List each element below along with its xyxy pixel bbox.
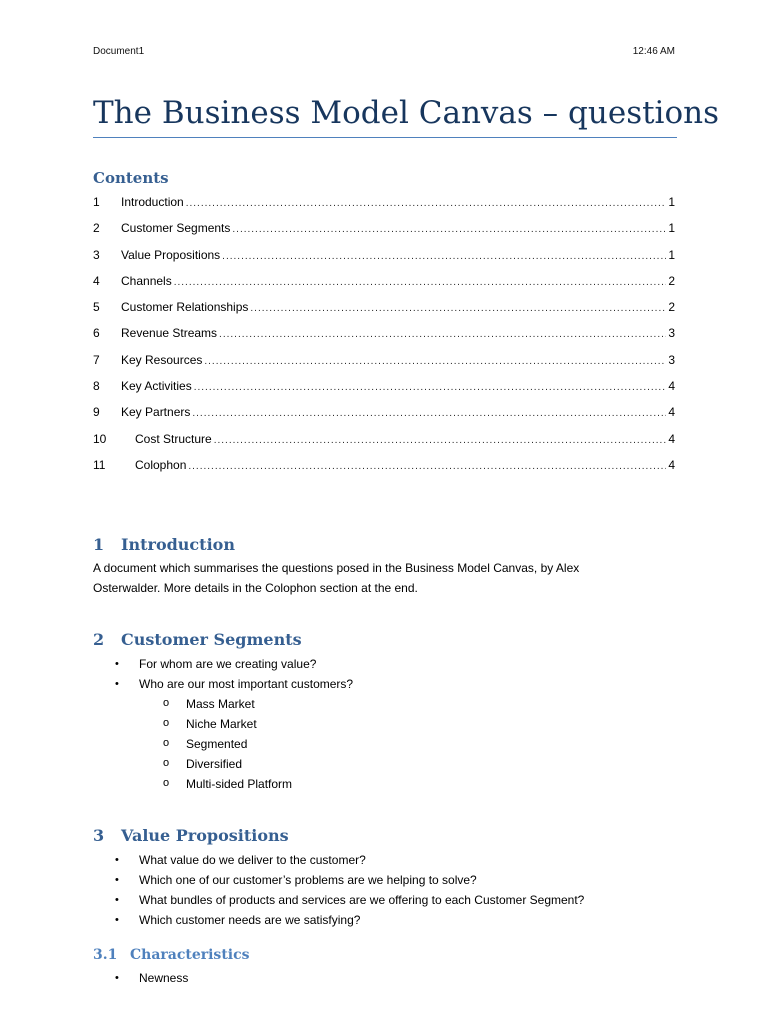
toc-page: 4 [668,379,675,394]
toc-entry[interactable] [93,219,675,245]
heading-text: Value Propositions [121,826,289,845]
list-item-text: What value do we deliver to the customer? [139,853,366,867]
customer-segments-list [93,654,677,794]
title-underline [93,137,677,138]
heading-number: 3.1 [93,947,118,963]
list-item-text: Segmented [186,737,248,751]
list-item-text: What bundles of products and services are we offering to each Customer Segment? [139,893,585,907]
toc-leader [174,274,667,292]
list-item [93,968,677,988]
document-title: The Business Model Canvas – questions [93,95,720,131]
toc-entry[interactable] [93,403,675,429]
toc-page: 4 [668,405,675,420]
toc-number: 5 [93,300,100,315]
toc-title: Key Resources [121,352,203,367]
bullet-icon: • [115,972,119,984]
toc-leader [232,221,666,239]
value-propositions-list [93,850,677,930]
heading-text: Introduction [121,535,235,554]
list-item [93,654,677,674]
toc-entry[interactable] [93,298,675,324]
table-of-contents [93,193,675,482]
toc-page: 2 [668,300,675,315]
circle-bullet-icon: o [163,737,170,749]
heading-customer-segments [93,630,302,649]
toc-page: 3 [668,352,675,367]
heading-number: 3 [93,826,105,845]
toc-entry[interactable] [93,430,675,456]
circle-bullet-icon: o [163,717,170,729]
toc-leader [214,432,667,450]
toc-leader [192,405,666,423]
list-item [93,870,677,890]
toc-title: Customer Relationships [121,300,249,315]
list-item-text: Newness [139,971,189,985]
circle-bullet-icon: o [163,697,170,709]
toc-title: Colophon [135,457,187,472]
toc-page: 2 [668,273,675,288]
toc-title: Cost Structure [135,431,212,446]
toc-title: Channels [121,273,172,288]
contents-heading: Contents [93,169,169,187]
circle-bullet-icon: o [163,757,170,769]
intro-line: Osterwalder. More details in the Colophon section at the end. [93,581,418,595]
list-item-text: Multi-sided Platform [186,777,293,791]
heading-introduction [93,535,235,554]
toc-page: 1 [668,195,675,209]
toc-entry[interactable] [93,377,675,403]
list-item-text: For whom are we creating value? [139,657,317,671]
list-item [93,910,677,930]
toc-number: 11 [93,457,106,472]
bullet-icon: • [115,894,119,906]
list-item [93,850,677,870]
bullet-icon: • [115,658,119,670]
sub-list-item [93,694,677,714]
toc-entry[interactable] [93,324,675,350]
heading-number: 2 [93,630,105,649]
toc-leader [188,458,666,476]
toc-page: 1 [668,221,675,236]
heading-characteristics [93,947,250,963]
bullet-icon: • [115,678,119,690]
toc-number: 8 [93,379,100,394]
toc-leader [194,379,667,397]
toc-entry[interactable] [93,193,675,219]
toc-page: 1 [668,247,675,262]
bullet-icon: • [115,914,119,926]
list-item-text: Who are our most important customers? [139,677,354,691]
list-item-text: Diversified [186,757,243,771]
bullet-icon: • [115,874,119,886]
toc-leader [222,248,666,266]
list-item-text: Mass Market [186,697,255,711]
toc-leader [204,353,666,371]
sub-list-item [93,734,677,754]
toc-entry[interactable] [93,272,675,298]
bullet-icon: • [115,854,119,866]
intro-paragraph [93,558,677,598]
toc-number: 3 [93,247,100,262]
list-item [93,674,677,694]
toc-number: 9 [93,405,100,420]
toc-title: Customer Segments [121,221,231,236]
list-item-text: Which one of our customer’s problems are we helping to solve? [139,873,477,887]
toc-number: 7 [93,352,100,367]
characteristics-list [93,968,677,988]
heading-text: Customer Segments [121,630,302,649]
toc-title: Introduction [121,195,184,209]
toc-entry[interactable] [93,351,675,377]
toc-number: 2 [93,221,100,236]
header-time: 12:46 AM [632,46,675,57]
heading-text: Characteristics [130,947,250,963]
toc-title: Value Propositions [121,247,221,262]
toc-page: 4 [668,431,675,446]
toc-entry[interactable] [93,456,675,482]
toc-number: 1 [93,195,100,209]
toc-number: 10 [93,431,107,446]
list-item-text: Niche Market [186,717,257,731]
header-doc-name: Document1 [93,46,145,57]
sub-list-item [93,754,677,774]
sub-list-item [93,774,677,794]
list-item-text: Which customer needs are we satisfying? [139,913,361,927]
heading-number: 1 [93,535,105,554]
list-item [93,890,677,910]
toc-entry[interactable] [93,246,675,272]
circle-bullet-icon: o [163,777,170,789]
toc-page: 3 [668,326,675,341]
intro-line: A document which summarises the questions posed in the Business Model Canvas, by Alex [93,561,580,575]
sub-list-item [93,714,677,734]
toc-page: 4 [668,457,675,472]
toc-title: Revenue Streams [121,326,218,341]
toc-number: 6 [93,326,100,341]
toc-number: 4 [93,273,100,288]
heading-value-propositions [93,826,289,845]
toc-leader [250,300,666,318]
toc-leader [186,195,667,213]
toc-title: Key Activities [121,379,192,394]
toc-leader [219,326,666,344]
toc-title: Key Partners [121,405,191,420]
